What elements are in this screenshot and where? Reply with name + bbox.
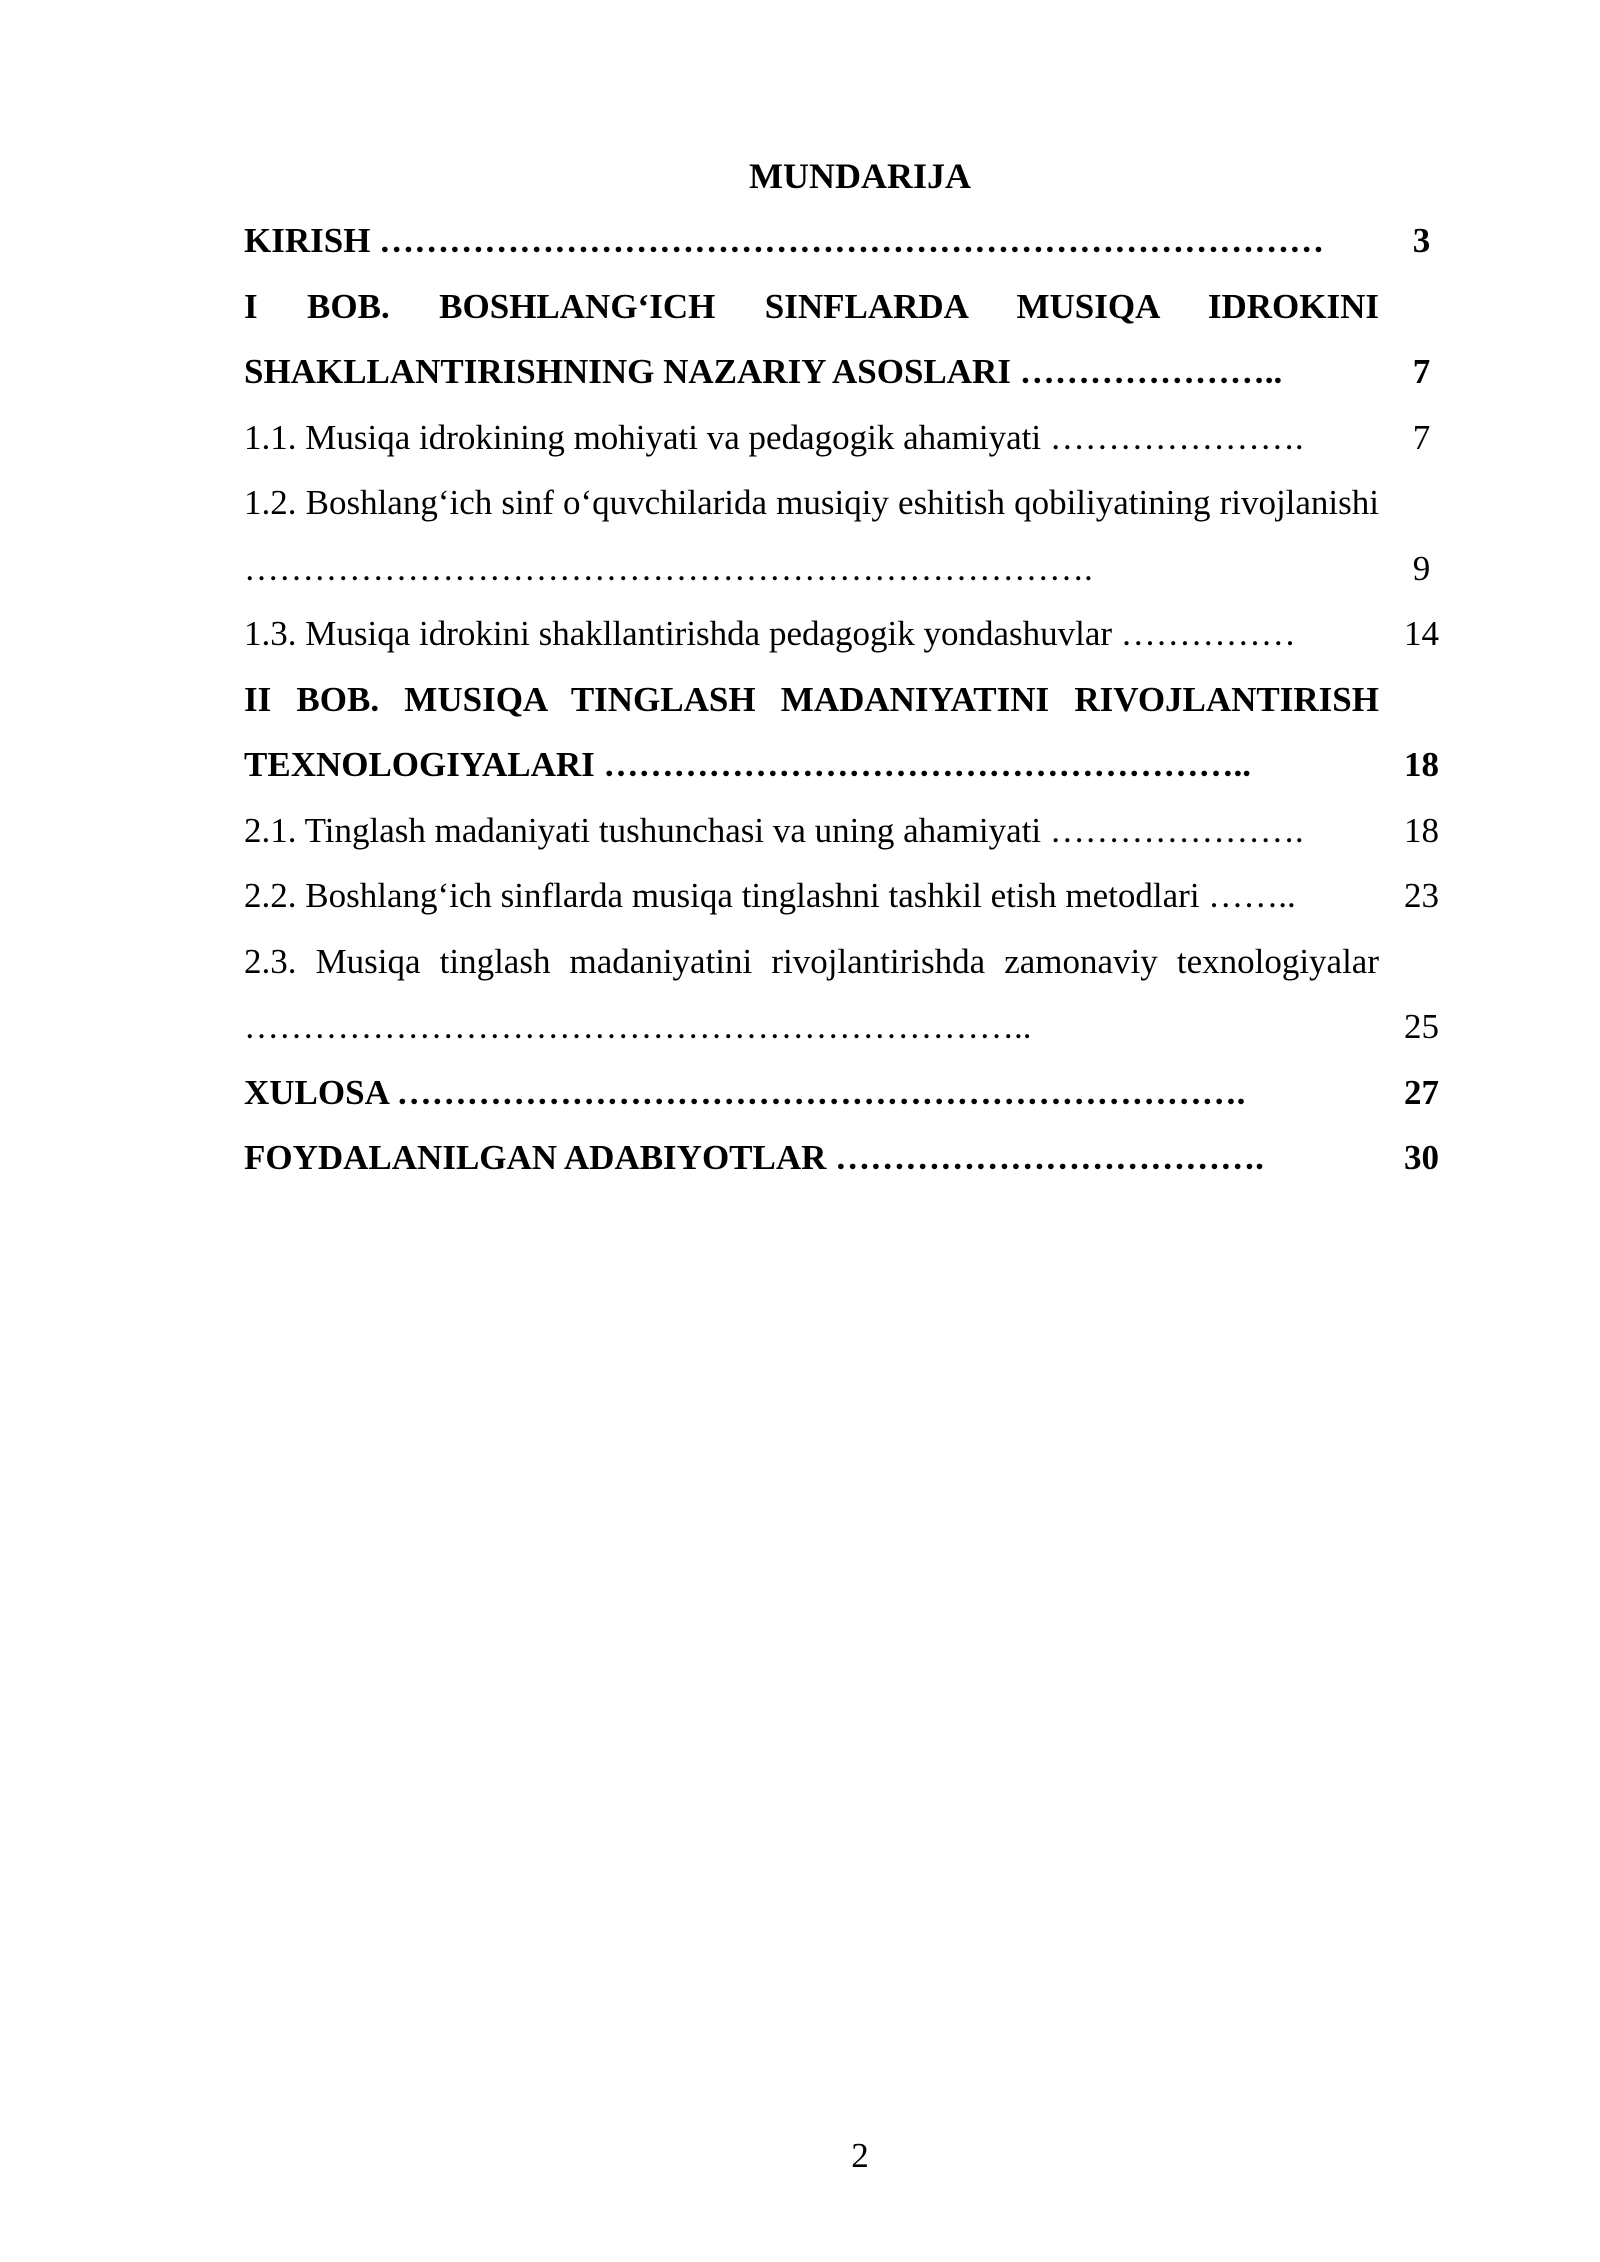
toc-entry-references [244,1125,1464,1191]
page-number: 2 [851,2136,869,2175]
toc-entry-text: II BOB. MUSIQA TINGLASH MADANIYATINI RIVOJLANTIRISH TEXNOLOGIYALARI ……………………………………………….. [244,679,1379,784]
toc-entry-1-2 [244,470,1464,601]
toc-entry-page: 25 [1404,1007,1439,1046]
toc-entry-page: 14 [1404,614,1439,653]
toc-entry-text: XULOSA ………………………………………………………………. [244,1072,1246,1112]
toc-entry-chapter-1 [244,274,1464,405]
toc-entry-page: 7 [1412,417,1431,457]
toc-title: MUNDARIJA [749,156,971,196]
toc-entry-1-1 [244,405,1464,471]
toc-entry-page: 18 [1404,745,1439,784]
toc-entry-chapter-2 [244,667,1464,798]
toc-entry-page: 18 [1404,810,1439,850]
toc-entry-text: I BOB. BOSHLANG‘ICH SINFLARDA MUSIQA IDROKINI SHAKLLANTIRISHNING NAZARIY ASOSLARI ………………….. [244,286,1379,391]
toc-entry-page: 30 [1404,1138,1439,1177]
toc-entry-kirish [244,208,1464,274]
toc-entry-text: 1.2. Boshlang‘ich sinf o‘quvchilarida musiqiy eshitish qobiliyatining rivojlanishi ………………………………………………………………. [244,483,1379,588]
toc-entry-page: 27 [1404,1072,1439,1112]
toc-entry-page: 7 [1412,352,1431,391]
toc-entry-page: 23 [1404,876,1439,915]
toc-entry-page: 3 [1412,221,1431,260]
table-of-contents [244,208,1464,1191]
toc-entry-text: FOYDALANILGAN ADABIYOTLAR ………………………………. [244,1138,1264,1177]
toc-entry-text: 2.2. Boshlang‘ich sinflarda musiqa tinglashni tashkil etish metodlari …….. [244,876,1296,915]
toc-entry-1-3 [244,601,1464,667]
toc-entry-text: 2.1. Tinglash madaniyati tushunchasi va uning ahamiyati …………………. [244,810,1304,850]
toc-entry-2-2 [244,863,1464,929]
toc-entry-text: KIRISH ……………………………………………………………………… [244,221,1325,260]
toc-entry-text: 1.3. Musiqa idrokini shakllantirishda pedagogik yondashuvlar …………… [244,614,1296,653]
toc-entry-xulosa [244,1060,1464,1126]
toc-entry-2-1 [244,798,1464,864]
toc-entry-text: 2.3. Musiqa tinglash madaniyatini rivojlantirishda zamonaviy texnologiyalar ………………………………………………………….. [244,941,1379,1046]
toc-entry-text: 1.1. Musiqa idrokining mohiyati va pedagogik ahamiyati …………………. [244,417,1304,457]
toc-entry-2-3 [244,929,1464,1060]
toc-entry-page: 9 [1412,548,1431,588]
